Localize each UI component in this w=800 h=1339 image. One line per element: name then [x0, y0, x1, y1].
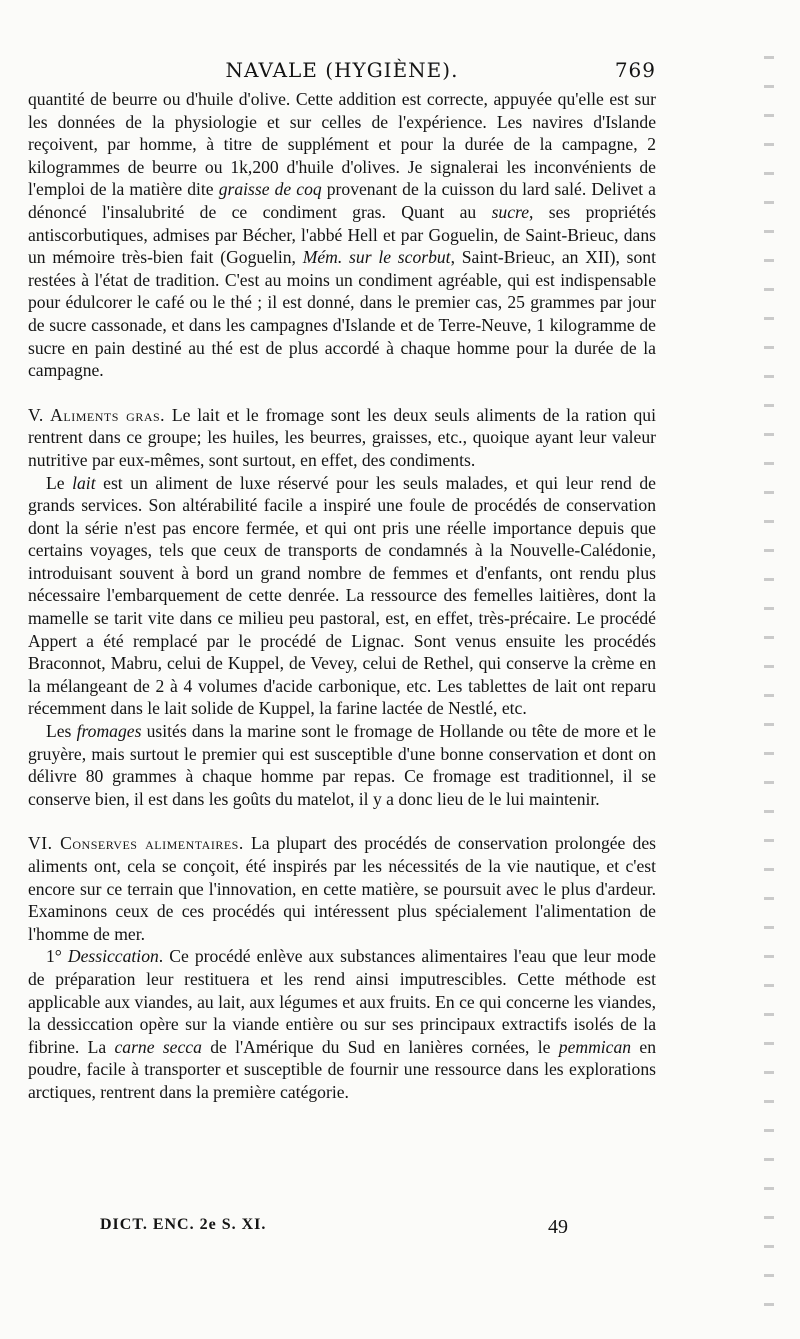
paragraph-section-v — [28, 404, 656, 472]
italic-run: carne secca — [114, 1036, 202, 1057]
page-edge-artifact — [764, 30, 774, 1310]
italic-run: lait — [72, 472, 96, 493]
italic-run: graisse de coq — [218, 179, 322, 200]
page-footer — [100, 1216, 600, 1242]
section-gap — [28, 382, 656, 404]
paragraph-1 — [28, 88, 656, 382]
paragraph-lait — [28, 472, 656, 721]
italic-run: fromages — [76, 721, 142, 742]
paragraph-fromages — [28, 720, 656, 810]
text-run: de l'Amérique du Sud en lanières cornées, le — [201, 1036, 559, 1057]
text-run: La plupart des procédés de conservation prolongée des aliments ont, cela se conçoit, été inspirés par les nécessités de la vie nautique, et c'est encore sur ce terrain que l'innovation, en cette matière, se poursuit avec le plus d'ardeur. Examinons ceux de ces procédés qui intéressent plus spécialement l'alimentation de l'homme de mer. — [28, 833, 657, 944]
running-header — [28, 58, 656, 86]
italic-run: sucre — [491, 201, 530, 222]
text-run: . Ce procédé enlève aux substances alimentaires l'eau que leur mode de préparation leur restituera et les rend ainsi imputrescibles. Cette méthode est applicable aux viandes, au lait, aux légumes et aux fruits. En ce qui concerne les viandes, la dessiccation opère sur la viande entière ou sur ses principaux extractifs isolés de la fibrine. La — [28, 946, 656, 1057]
paragraph-section-vi — [28, 832, 656, 945]
text-run: 1° — [46, 946, 68, 967]
text-run: , ses propriétés antiscorbutiques, admises par Bécher, l'abbé Hell et par Goguelin, de Saint-Brieuc, dans un mémoire très-bien fait (Goguelin, — [28, 201, 656, 268]
text-run: provenant de la cuisson du lard salé. Delivet a dénoncé l'insalubrité de ce condiment gras. Quant au — [28, 179, 656, 222]
text-run: usités dans la marine sont le fromage de Hollande ou tête de more et le gruyère, mais surtout le premier qui est susceptible d'une bonne conservation et dont on délivre 80 grammes à chaque homme par repas. Ce fromage est traditionnel, il se conserve bien, il est dans les goûts du matelot, il y a donc lieu de le lui maintenir. — [28, 721, 656, 809]
text-run: Les — [46, 721, 77, 742]
italic-run: pemmican — [558, 1036, 632, 1057]
page-number: 769 — [614, 58, 656, 82]
sheet-number: 49 — [548, 1216, 568, 1238]
signature-mark: DICT. ENC. 2e S. XI. — [100, 1216, 267, 1233]
text-run: , Saint-Brieuc, an XII), sont restées à l'état de tradition. C'est au moins un condiment agréable, qui est indispensable pour édulcorer le café ou le thé ; il est donné, dans le premier cas, 25 grammes par jour de sucre cassonade, et dans les campagnes d'Islande et de Terre-Neuve, 1 kilogramme de sucre en pain destiné au thé est de plus accordé à chaque homme pour la durée de la campagne. — [28, 247, 656, 381]
text-run: en poudre, facile à transporter et susceptible de fournir une ressource dans les explorations arctiques, rentrent dans la première catégorie. — [28, 1036, 656, 1102]
italic-run: Dessiccation — [67, 946, 159, 967]
text-run: quantité de beurre ou d'huile d'olive. Cette addition est correcte, appuyée qu'elle est sur les données de la physiologie et sur celles de l'expérience. Les navires d'Islande reçoivent, par homme, à titre de supplément et pour la durée de la campagne, 2 kilogrammes de beurre ou 1k,200 d'huile d'olives. Je signalerai les inconvénients de l'emploi de la matière dite — [28, 89, 656, 200]
text-run: est un aliment de luxe réservé pour les seuls malades, et qui leur rend de grands services. Son altérabilité facile a inspiré une foule de procédés de conservation dont la série n'est pas encore fermée, et qui ont pris une réelle importance depuis que certains voyages, tels que ceux de transports de condamnés à la Nouvelle-Calédonie, introduisant souvent à bord un grand nombre de femmes et d'enfants, ont rendu plus nécessaire l'embarquement de cette denrée. La ressource des femelles laitières, dont la mamelle se tarit vite dans ce milieu peu pastoral, est, en effet, très-précaire. Le procédé Appert a été remplacé par le procédé de Lignac. Sont venus ensuite les procédés Braconnot, Mabru, celui de Kuppel, de Vevey, celui de Rethel, qui conserve la crème en la mélangeant de 2 à 4 volumes d'acide carbonique, etc. Les tablettes de lait ont reparu récemment dans le lait solide de Kuppel, la farine lactée de Nestlé, etc. — [28, 472, 656, 719]
paragraph-dessiccation — [28, 945, 656, 1103]
running-title: NAVALE (HYGIÈNE). — [225, 58, 459, 82]
body-text — [28, 88, 656, 1104]
section-heading: V. Aliments gras. — [28, 404, 166, 425]
section-heading: VI. Conserves alimentaires. — [28, 833, 244, 854]
section-gap — [28, 810, 656, 832]
italic-run: Mém. sur le scorbut — [302, 247, 451, 268]
text-run: Le lait et le fromage sont les deux seuls aliments de la ration qui rentrent dans ce groupe; les huiles, les beurres, graisses, etc., quoique ayant leur valeur nutritive par eux-mêmes, sont surtout, en effet, des condiments. — [28, 404, 656, 470]
text-run: Le — [46, 472, 73, 493]
